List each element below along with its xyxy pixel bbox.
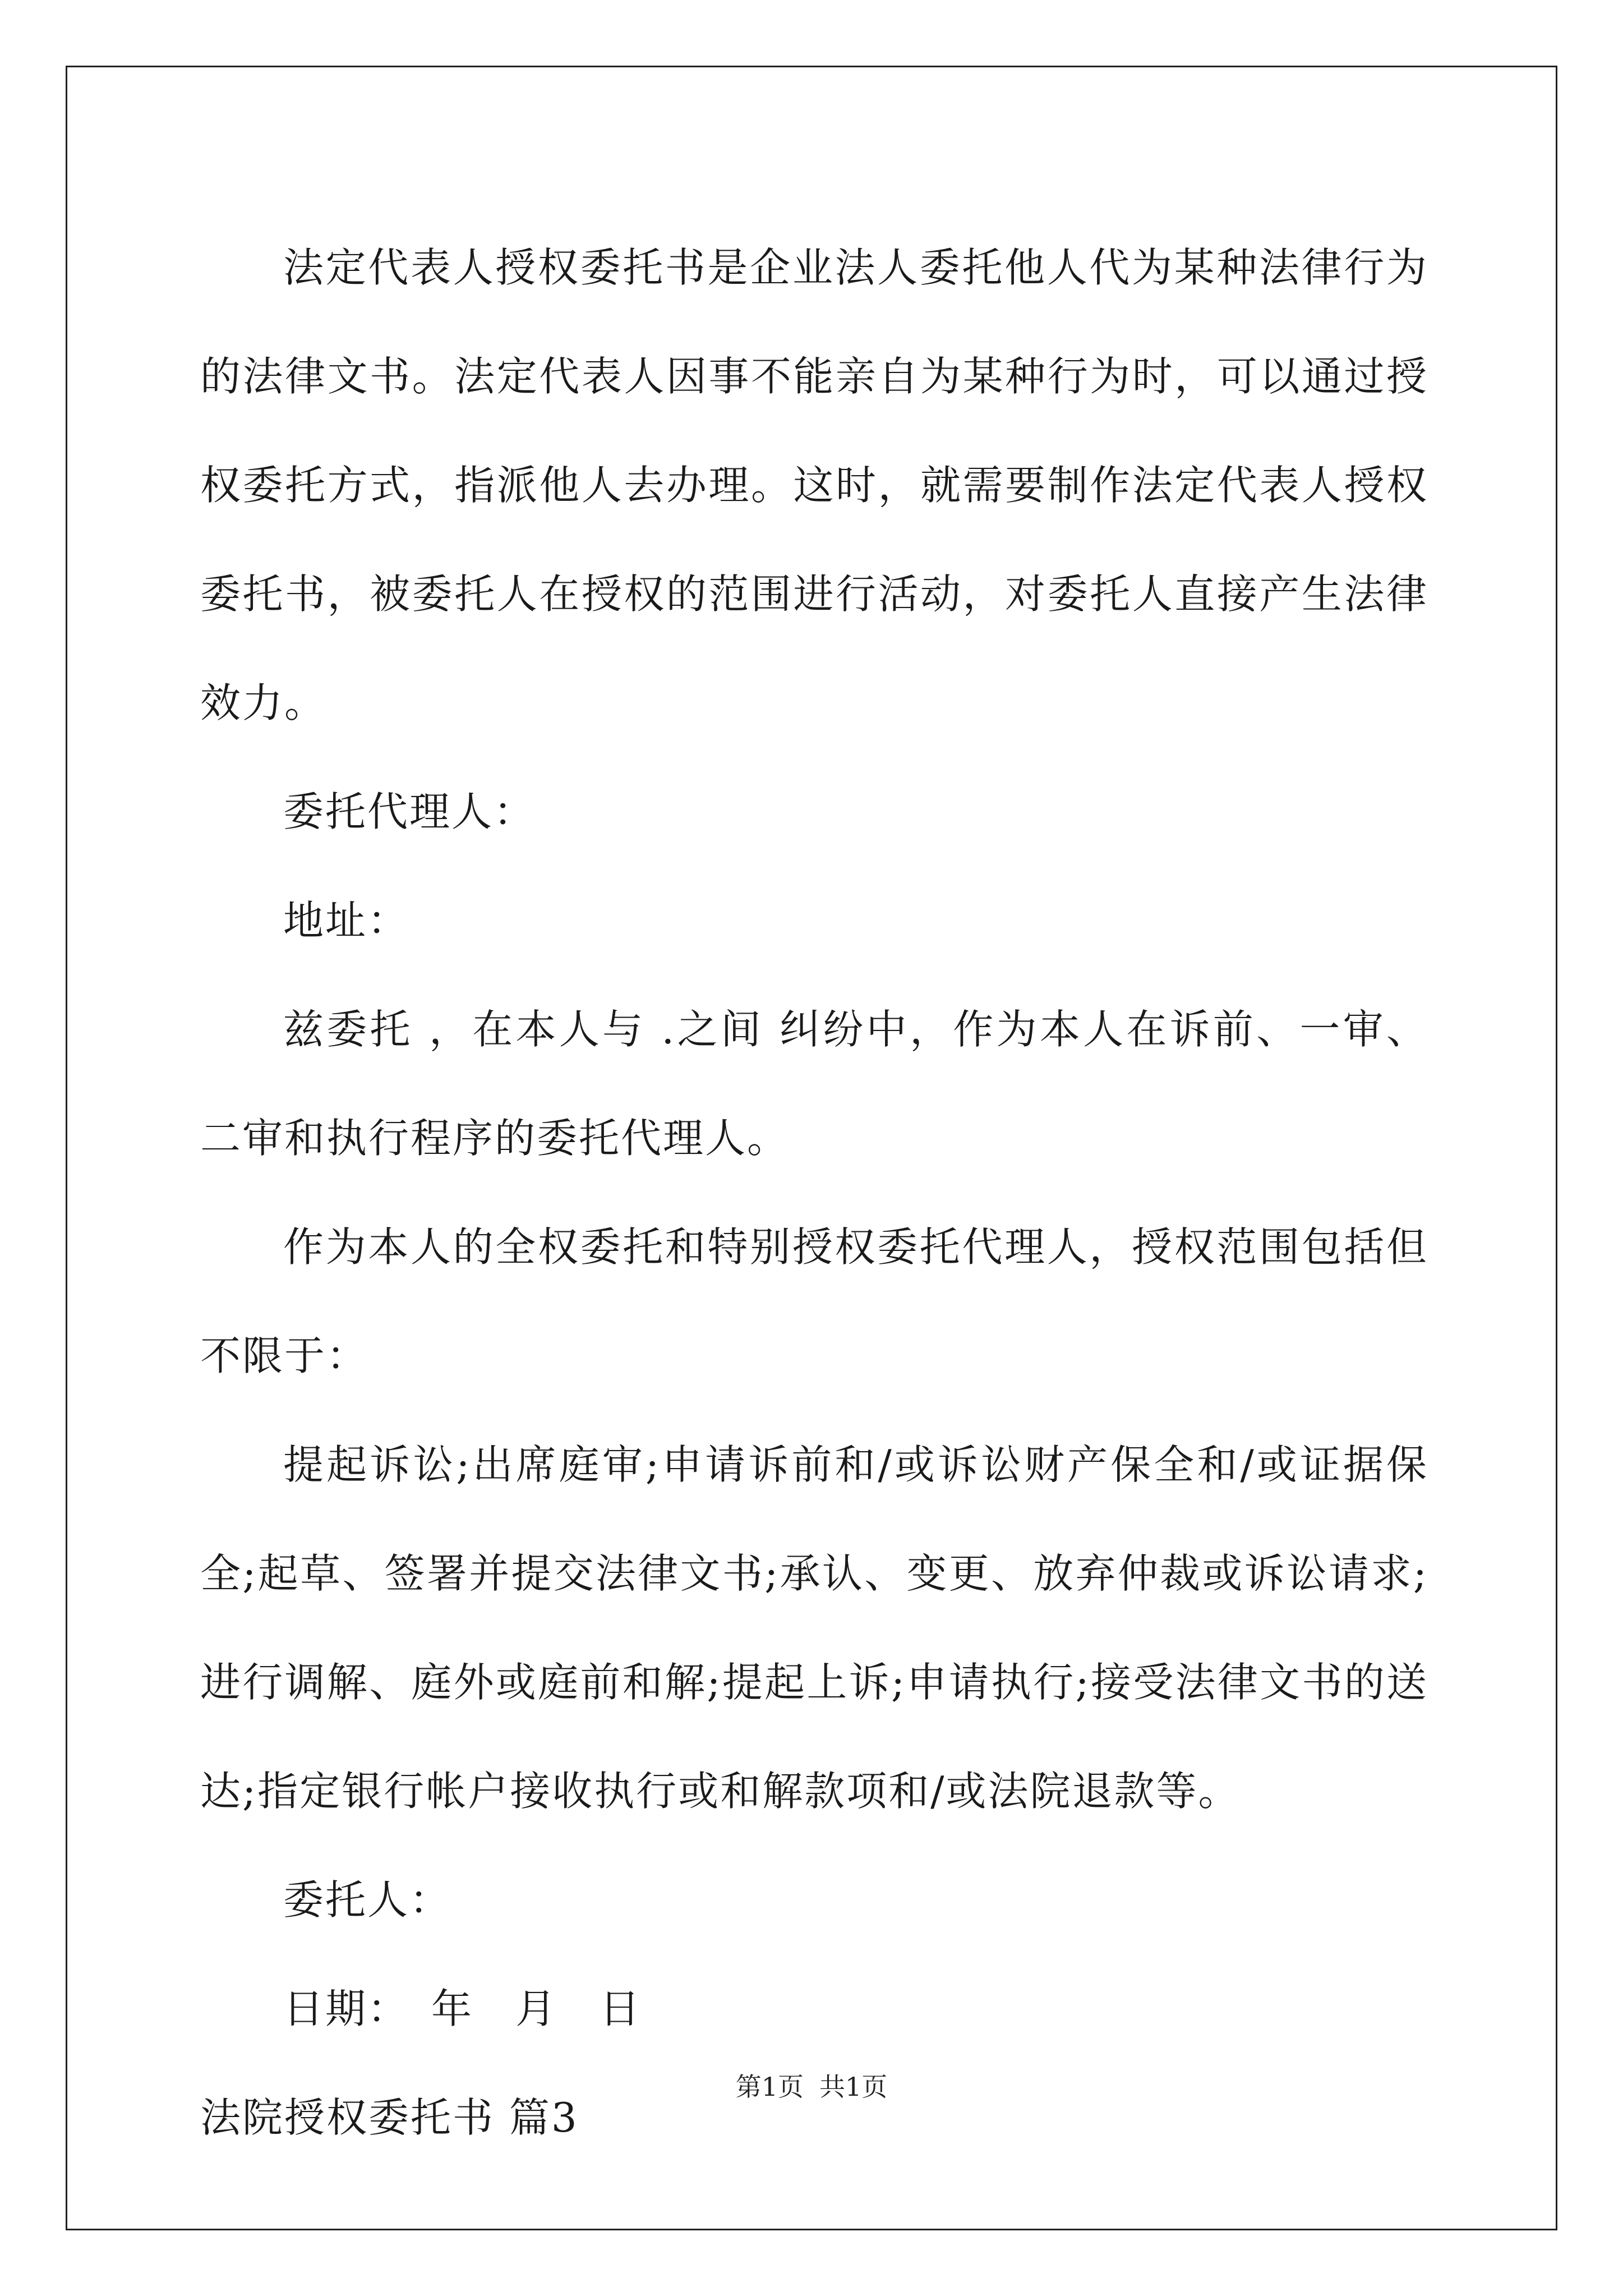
page-footer	[0, 2070, 1623, 2104]
scope-paragraph: 作为本人的全权委托和特别授权委托代理人，授权范围包括但不限于：	[200, 1223, 1428, 1379]
address-label: 地址：	[283, 897, 410, 944]
document-body	[200, 213, 1428, 2172]
intro-paragraph: 法定代表人授权委托书是企业法人委托他人代为某种法律行为的法律文书。法定代表人因事不能亲自为某种行为时，可以通过授权委托方式，指派他人去办理。这时，就需要制作法定代表人授权委托书，被委托人在授权的范围进行活动，对委托人直接产生法律效力。	[200, 244, 1428, 726]
authority-list-paragraph: 提起诉讼;出席庭审;申请诉前和/或诉讼财产保全和/或证据保全;起草、签署并提交法律文书;承认、变更、放弃仲裁或诉讼请求;进行调解、庭外或庭前和解;提起上诉;申请执行;接受法律文书的送达;指定银行帐户接收执行或和解款项和/或法院退款等。	[200, 1441, 1428, 1815]
agent-label: 委托代理人：	[283, 788, 536, 835]
principal-label: 委托人：	[283, 1876, 452, 1924]
section-title: 法院授权委托书 篇3	[200, 2094, 579, 2141]
commission-paragraph: 兹委托 ，在本人与 .之间 纠纷中，作为本人在诉前、一审、二审和执行程序的委托代理人。	[200, 1006, 1428, 1162]
page-total: 共1页	[819, 2072, 888, 2102]
date-label: 日期： 年 月 日	[283, 1985, 642, 2032]
page-number: 第1页	[735, 2072, 804, 2102]
